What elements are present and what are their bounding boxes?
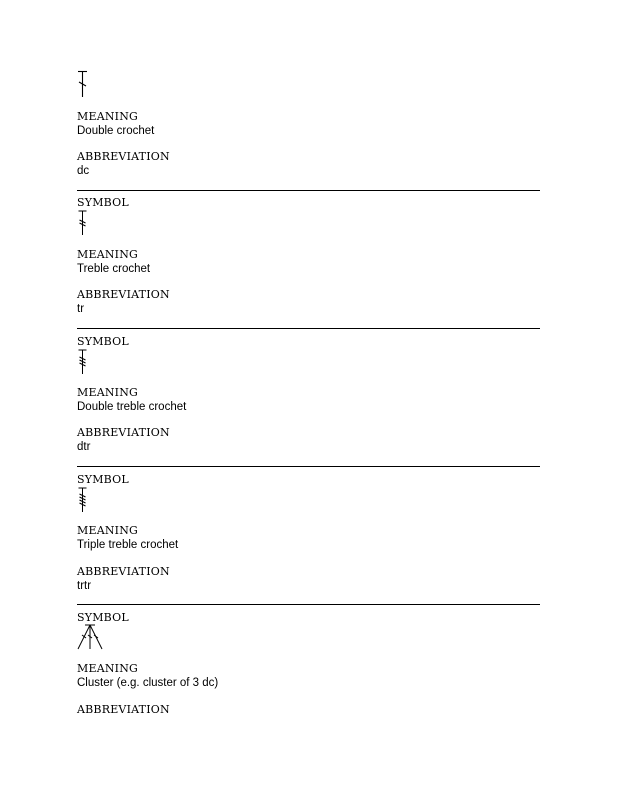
- abbreviation-label: ABBREVIATION: [77, 703, 170, 716]
- divider: [77, 466, 540, 467]
- treble-crochet-symbol-icon: [77, 210, 89, 236]
- meaning-label: MEANING: [77, 524, 139, 537]
- abbreviation-value: [77, 717, 540, 732]
- meaning-label: MEANING: [77, 662, 139, 675]
- abbreviation-label: ABBREVIATION: [77, 565, 170, 578]
- divider: [77, 604, 540, 605]
- abbreviation-label: ABBREVIATION: [77, 150, 170, 163]
- meaning-label: MEANING: [77, 386, 139, 399]
- meaning-value: Cluster (e.g. cluster of 3 dc): [77, 677, 219, 689]
- cluster-symbol-icon: [76, 624, 104, 650]
- meaning-value: Treble crochet: [77, 263, 151, 275]
- divider: [77, 328, 540, 329]
- symbol-label: SYMBOL: [77, 335, 129, 348]
- abbreviation-value: trtr: [77, 580, 92, 592]
- divider: [77, 190, 540, 191]
- meaning-value: Double crochet: [77, 125, 155, 137]
- abbreviation-value: dtr: [77, 441, 91, 453]
- meaning-value: Triple treble crochet: [77, 539, 179, 551]
- abbreviation-value: dc: [77, 165, 90, 177]
- meaning-value: Double treble crochet: [77, 401, 187, 413]
- meaning-label: MEANING: [77, 248, 139, 261]
- double-treble-crochet-symbol-icon: [77, 349, 89, 375]
- abbreviation-value: tr: [77, 303, 85, 315]
- abbreviation-label: ABBREVIATION: [77, 426, 170, 439]
- symbol-label: SYMBOL: [77, 196, 129, 209]
- triple-treble-crochet-symbol-icon: [77, 487, 89, 513]
- double-crochet-symbol-icon: [77, 70, 89, 98]
- symbol-label: SYMBOL: [77, 611, 129, 624]
- meaning-label: MEANING: [77, 110, 139, 123]
- abbreviation-label: ABBREVIATION: [77, 288, 170, 301]
- symbol-label: SYMBOL: [77, 473, 129, 486]
